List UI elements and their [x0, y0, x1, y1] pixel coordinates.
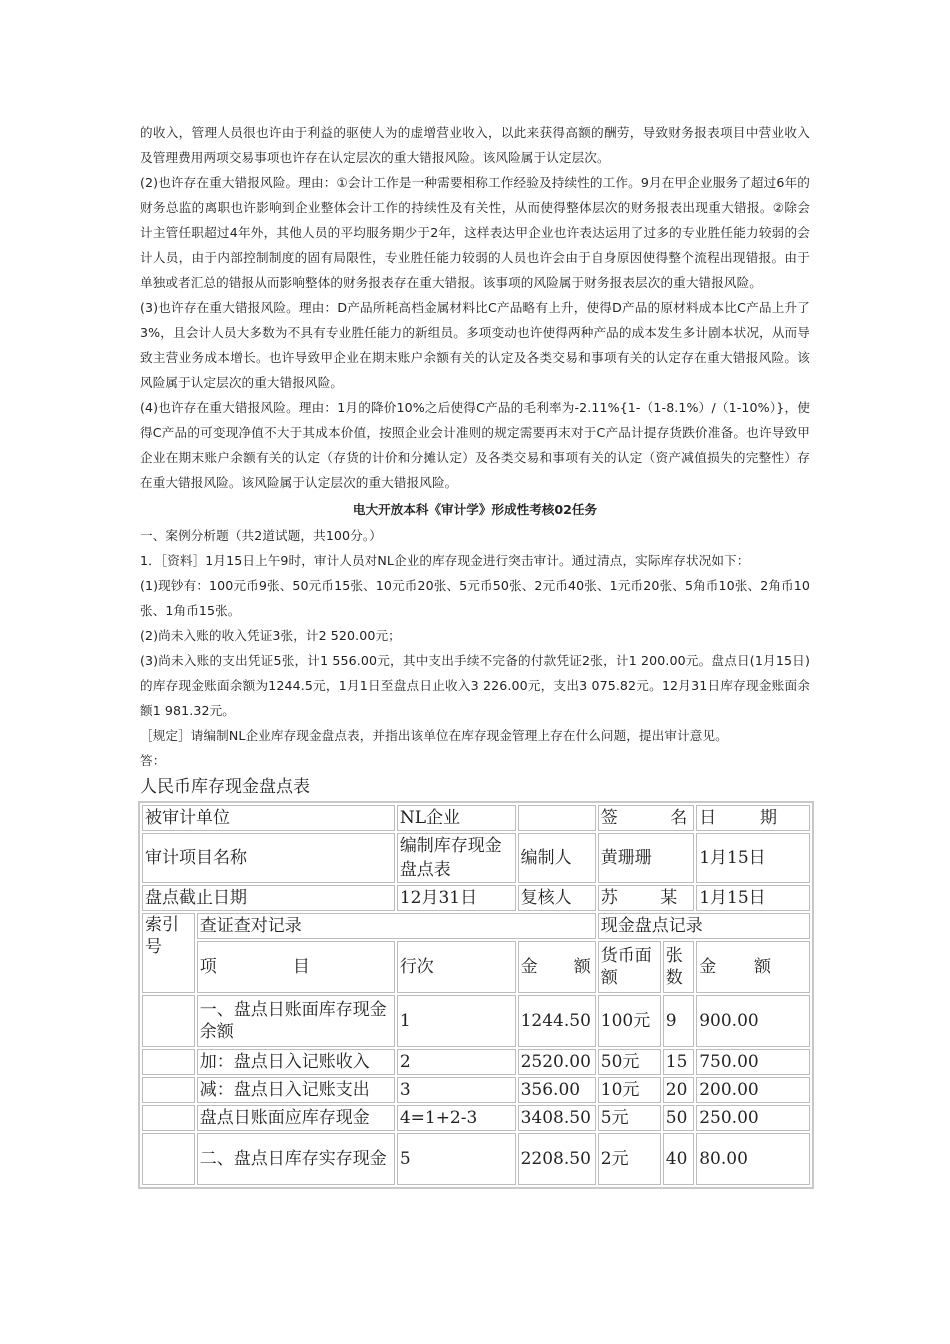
- line-cell: 2: [397, 1049, 516, 1075]
- answer-label: 答：: [140, 753, 166, 768]
- document-page: [140, 120, 810, 1189]
- index-cell: [142, 995, 195, 1047]
- text-part: 名: [670, 808, 688, 828]
- text-part: 苏: [600, 888, 618, 908]
- table-row: [142, 885, 810, 911]
- line-cell: 5: [397, 1133, 516, 1185]
- count-cell: 9: [663, 995, 694, 1047]
- column-header-cell: 货币面额: [598, 941, 661, 993]
- value-cell: NL企业: [397, 805, 516, 831]
- cash-amount-cell: 250.00: [696, 1105, 810, 1131]
- signature-header-cell: [598, 805, 694, 831]
- section-heading: 电大开放本科《审计学》形成性考核02任务: [352, 502, 598, 517]
- case-material: 1．［资料］1月15日上午9时，审计人员对NL企业的库存现金进行突击审计。通过清点，实际库存状况如下：: [140, 553, 750, 568]
- table-row: [142, 1133, 810, 1185]
- paragraph: (4)也许存在重大错报风险。理由：1月的降价10%之后使得C产品的毛利率为-2.11%{1-（1-8.1%）/（1-10%）}，使得C产品的可变现净值不大于其成本价值，按照企业会计准则的规定需要再末对于C产品计提存货跌价准备。也许导致甲企业在期末账户余额有关的认定（存货的计价和分摊认定）及各类交易和事项有关的认定（资产减值损失的完整性）存在重大错报风险。该风险属于认定层次的重大错报风险。: [140, 400, 810, 490]
- index-header-cell: 索引号: [142, 913, 195, 993]
- cash-count-table: [138, 801, 814, 1189]
- item-cell: 一、盘点日账面库存现金余额: [197, 995, 395, 1047]
- item-cell: 减：盘点日入记账支出: [197, 1077, 395, 1103]
- label-cell: 盘点截止日期: [142, 885, 395, 911]
- index-cell: [142, 1049, 195, 1075]
- text-part: 某: [660, 888, 678, 908]
- table-row: [142, 1049, 810, 1075]
- table-row: [142, 833, 810, 883]
- value-cell: 1月15日: [696, 885, 810, 911]
- case-requirement: ［规定］请编制NL企业库存现金盘点表，并指出该单位在库存现金管理上存在什么问题，提出审计意见。: [140, 728, 728, 743]
- index-cell: [142, 1077, 195, 1103]
- text-part: 项: [199, 957, 217, 977]
- paragraph: (3)也许存在重大错报风险。理由：D产品所耗高档金属材料比C产品略有上升，使得D产品的原材料成本比C产品上升了3%，且会计人员大多数为不具有专业胜任能力的新组员。多项变动也许使得两种产品的成本发生多计剧本状况，从而导致主营业务成本增长。也许导致甲企业在期末账户余额有关的认定及各类交易和事项有关的认定存在重大错报风险。该风险属于认定层次的重大错报风险。: [140, 300, 810, 390]
- amount-cell: 2520.00: [518, 1049, 596, 1075]
- text-part: 日: [699, 808, 717, 828]
- text-part: 期: [760, 808, 777, 828]
- text-part: 额: [573, 957, 591, 977]
- case-item: (1)现钞有：100元币9张、50元币15张、10元币20张、5元币50张、2元币40张、1元币20张、5角币10张、2角币10张、1角币15张。: [140, 578, 810, 618]
- cash-amount-cell: 80.00: [696, 1133, 810, 1185]
- table-row: [142, 1105, 810, 1131]
- index-cell: [142, 1133, 195, 1185]
- text-part: 签: [600, 808, 618, 828]
- column-header-cell: 行次: [397, 941, 516, 993]
- column-header-cell: [696, 941, 810, 993]
- amount-cell: 3408.50: [518, 1105, 596, 1131]
- section-header-cell: 现金盘点记录: [598, 913, 810, 939]
- cash-amount-cell: 900.00: [696, 995, 810, 1047]
- column-header-cell: [518, 941, 596, 993]
- value-cell: 编制库存现金盘点表: [397, 833, 516, 883]
- denomination-cell: 5元: [598, 1105, 661, 1131]
- label-cell: 被审计单位: [142, 805, 395, 831]
- item-cell: 盘点日账面应库存现金: [197, 1105, 395, 1131]
- table-row: [142, 805, 810, 831]
- label-cell: 审计项目名称: [142, 833, 395, 883]
- item-cell: 二、盘点日库存实存现金: [197, 1133, 395, 1185]
- label-cell: [518, 805, 596, 831]
- case-intro: 一、案例分析题（共2道试题，共100分。）: [140, 528, 382, 543]
- paragraph: 的收入，管理人员很也许由于利益的驱使人为的虚增营业收入，以此来获得高额的酬劳，导致财务报表项目中营业收入及管理费用两项交易事项也许存在认定层次的重大错报风险。该风险属于认定层次。: [140, 125, 810, 165]
- index-cell: [142, 1105, 195, 1131]
- case-item: (3)尚未入账的支出凭证5张，计1 556.00元，其中支出手续不完备的付款凭证2张，计1 200.00元。盘点日(1月15日)的库存现金账面余额为1244.5元，1月1日至盘点日止收入3 226.00元，支出3 075.82元。12月31日库存现金账面余额1 981.32元。: [140, 653, 810, 718]
- cash-amount-cell: 200.00: [696, 1077, 810, 1103]
- count-cell: 15: [663, 1049, 694, 1075]
- cash-amount-cell: 750.00: [696, 1049, 810, 1075]
- line-cell: 4=1+2-3: [397, 1105, 516, 1131]
- table-row: [142, 995, 810, 1047]
- reviewer-cell: [598, 885, 694, 911]
- count-cell: 40: [663, 1133, 694, 1185]
- date-header-cell: [696, 805, 810, 831]
- table-row: [142, 941, 810, 993]
- amount-cell: 356.00: [518, 1077, 596, 1103]
- line-cell: 3: [397, 1077, 516, 1103]
- value-cell: 1月15日: [696, 833, 810, 883]
- value-cell: 黄珊珊: [598, 833, 694, 883]
- denomination-cell: 50元: [598, 1049, 661, 1075]
- amount-cell: 2208.50: [518, 1133, 596, 1185]
- column-header-cell: 张数: [663, 941, 694, 993]
- count-cell: 20: [663, 1077, 694, 1103]
- denomination-cell: 100元: [598, 995, 661, 1047]
- text-part: 额: [754, 957, 771, 977]
- table-row: [142, 913, 810, 939]
- table-title: 人民币库存现金盘点表: [140, 777, 310, 797]
- denomination-cell: 10元: [598, 1077, 661, 1103]
- text-part: 金: [699, 957, 717, 977]
- line-cell: 1: [397, 995, 516, 1047]
- text-part: 金: [520, 957, 538, 977]
- column-header-cell: [197, 941, 395, 993]
- section-header-cell: 查证查对记录: [197, 913, 596, 939]
- table-row: [142, 1077, 810, 1103]
- count-cell: 50: [663, 1105, 694, 1131]
- case-item: (2)尚未入账的收入凭证3张，计2 520.00元；: [140, 628, 401, 643]
- amount-cell: 1244.50: [518, 995, 596, 1047]
- text-part: 目: [292, 957, 310, 977]
- label-cell: 编制人: [518, 833, 596, 883]
- item-cell: 加：盘点日入记账收入: [197, 1049, 395, 1075]
- paragraph: (2)也许存在重大错报风险。理由：①会计工作是一种需要相称工作经验及持续性的工作。9月在甲企业服务了超过6年的财务总监的离职也许影响到企业整体会计工作的持续性及有关性，从而使得整体层次的财务报表出现重大错报。②除会计主管任职超过4年外，其他人员的平均服务期少于2年，这样表达甲企业也许表达运用了过多的专业胜任能力较弱的会计人员，由于内部控制制度的固有局限性，专业胜任能力较弱的人员也许会由于自身原因使得整个流程出现错报。由于单独或者汇总的错报从而影响整体的财务报表存在重大错报。该事项的风险属于财务报表层次的重大错报风险。: [140, 175, 810, 290]
- denomination-cell: 2元: [598, 1133, 661, 1185]
- value-cell: 12月31日: [397, 885, 516, 911]
- label-cell: 复核人: [518, 885, 596, 911]
